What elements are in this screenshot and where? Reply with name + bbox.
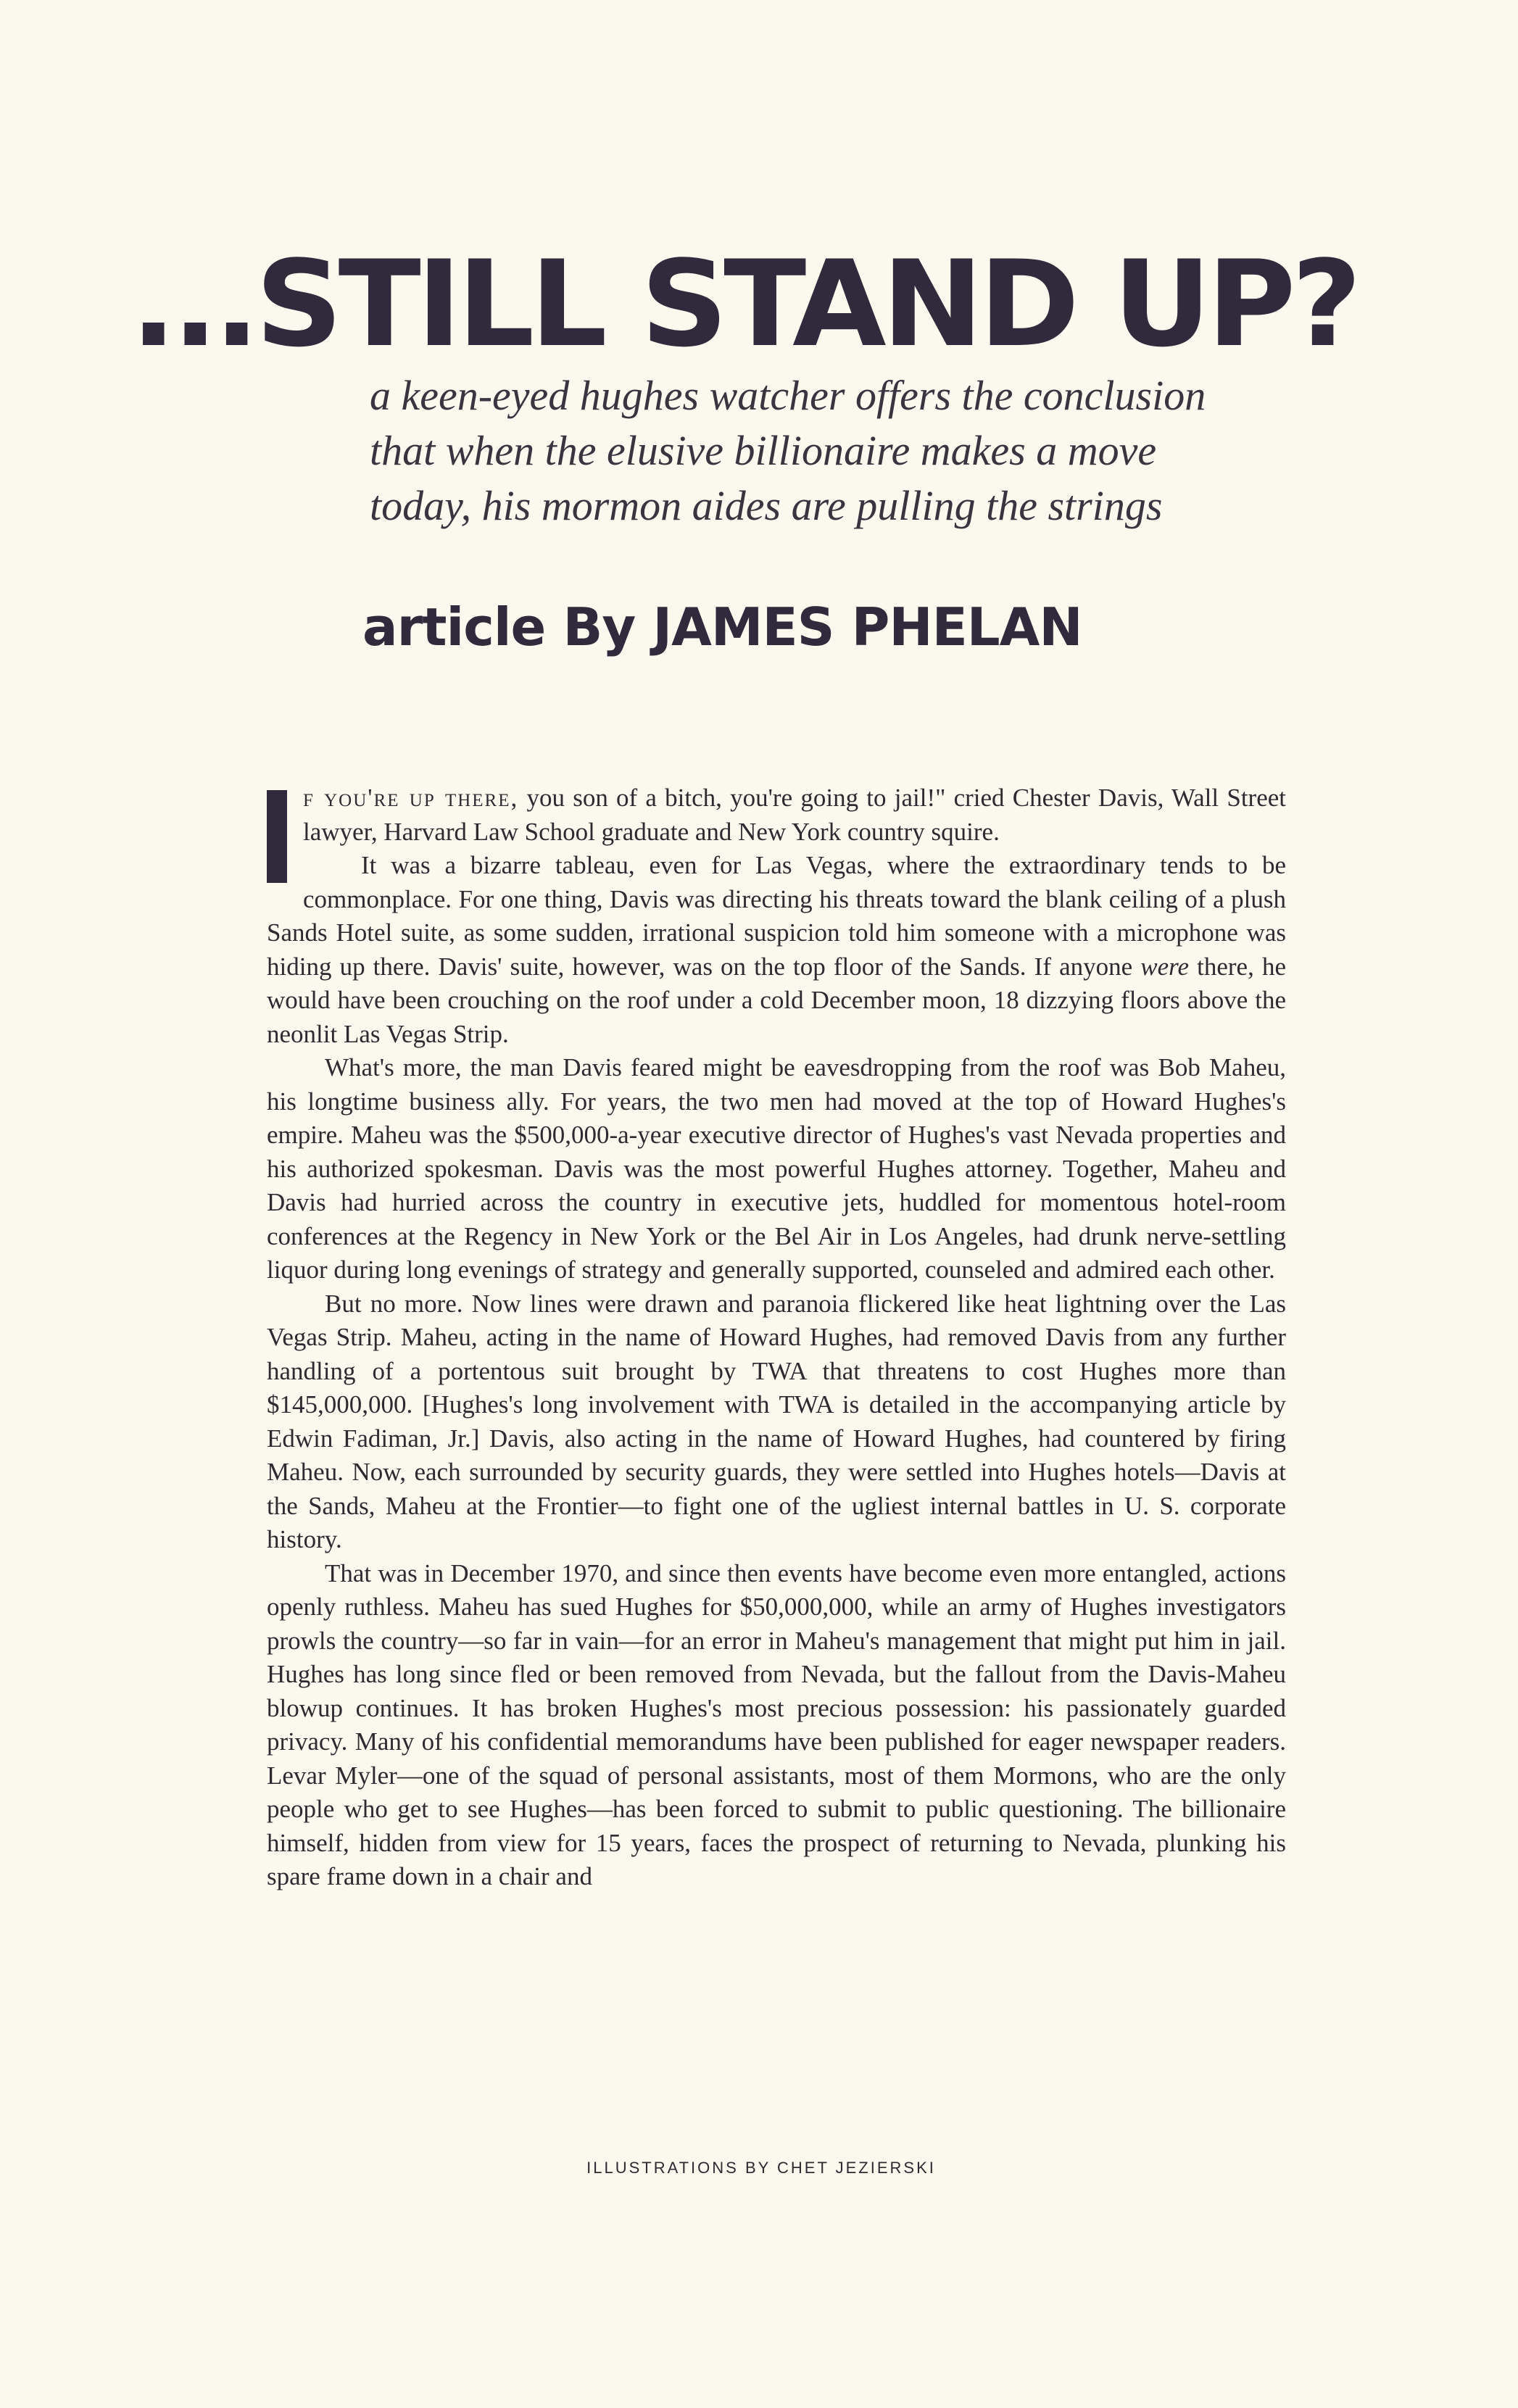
deck-line: today, his mormon aides are pulling the strings	[370, 482, 1163, 529]
paragraph	[267, 849, 1286, 1051]
lead-smallcaps: f you're up there,	[303, 784, 519, 812]
paragraph: But no more. Now lines were drawn and paranoia flickered like heat lightning over the Las Vegas Strip. Maheu, acting in the name of Howard Hughes, had removed Davis from any further handling of a portentous suit brought by TWA that threatens to cost Hughes more than $145,000,000. [Hughes's long involvement with TWA is detailed in the accompanying article by Edwin Fadiman, Jr.] Davis, also acting in the name of Howard Hughes, had countered by firing Maheu. Now, each surrounded by security guards, they were settled into Hughes hotels—Davis at the Sands, Maheu at the Frontier—to fight one of the ugliest internal battles in U. S. corporate history.	[267, 1289, 1286, 1553]
deck-line: a keen-eyed hughes watcher offers the conclusion	[370, 372, 1206, 419]
paragraph-text: there, he would have been crouching on the roof under a cold December moon, 18 dizzying floors above the neonlit Las Vegas Strip.	[267, 952, 1286, 1048]
headline: ...STILL STAND UP?	[130, 235, 1358, 373]
drop-cap	[267, 790, 287, 883]
italic-word: were	[1140, 952, 1190, 981]
deck-line: that when the elusive billionaire makes a move	[370, 427, 1157, 474]
byline: article By JAMES PHELAN	[362, 597, 1082, 657]
paragraph: What's more, the man Davis feared might be eavesdropping from the roof was Bob Maheu, his longtime business ally. For years, the two men had moved at the top of Howard Hughes's empire. Maheu was the $500,000-a-year executive director of Hughes's vast Nevada properties and his authorized spokesman. Davis was the most powerful Hughes attorney. Together, Maheu and Davis had hurried across the country in executive jets, huddled for momentous hotel-room conferences at the Regency in New York or the Bel Air in Los Angeles, had drunk nerve-settling liquor during long evenings of strategy and generally supported, counseled and admired each other.	[267, 1053, 1286, 1284]
deck-subheading	[370, 368, 1283, 534]
article-body	[267, 781, 1286, 1894]
illustration-credit: ILLUSTRATIONS BY CHET JEZIERSKI	[586, 2159, 936, 2177]
paragraph-text: It was a bizarre tableau, even for Las Vegas, where the extraordinary tends to be commonplace. For one thing, Davis was directing his threats toward the blank ceiling of a plush Sands Hotel suite, as some sudden, irrational suspicion told him someone with a microphone was hiding up there. Davis' suite, however, was on the top floor of the Sands. If anyone	[267, 851, 1286, 981]
lead-text: you son of a bitch, you're going to jail!" cried Chester Davis, Wall Street lawyer, Harvard Law School graduate and New York country squire.	[303, 784, 1286, 846]
paragraph: That was in December 1970, and since then events have become even more entangled, actions openly ruthless. Maheu has sued Hughes for $50,000,000, while an army of Hughes investigators prowls the country—so far in vain—for an error in Maheu's management that might put him in jail. Hughes has long since fled or been removed from Nevada, but the fallout from the Davis-Maheu blowup continues. It has broken Hughes's most precious possession: his passionately guarded privacy. Many of his confidential memorandums have been published for eager newspaper readers. Levar Myler—one of the squad of personal assistants, most of them Mormons, who are the only people who get to see Hughes—has been forced to submit to public questioning. The billionaire himself, hidden from view for 15 years, faces the prospect of returning to Nevada, plunking his spare frame down in a chair and	[267, 1558, 1286, 1890]
lead-paragraph	[267, 781, 1286, 849]
